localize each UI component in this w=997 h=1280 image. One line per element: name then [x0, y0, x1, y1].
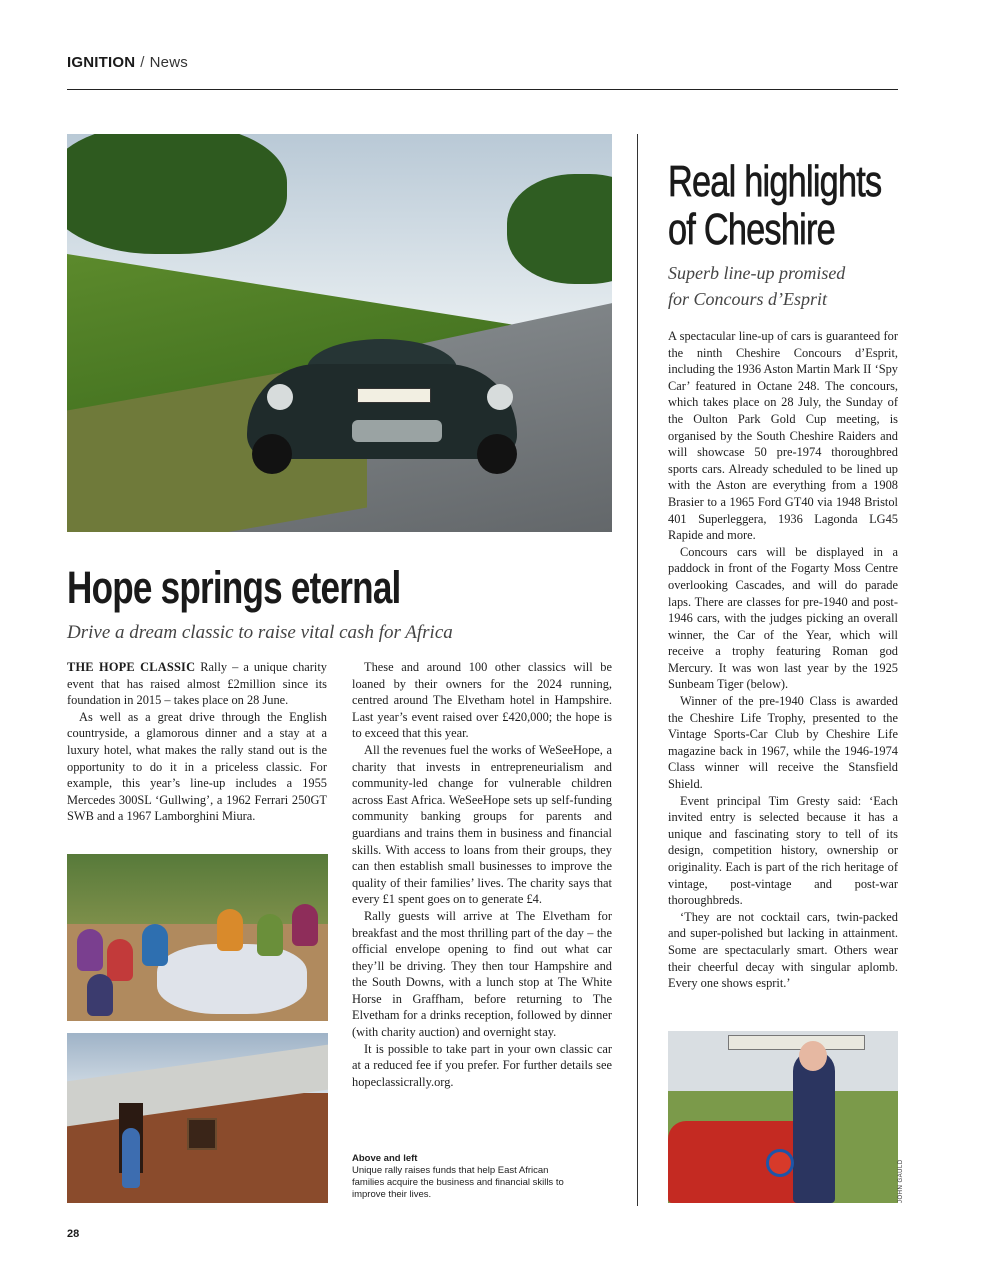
car-photo-number-plate	[357, 388, 431, 403]
page-number: 28	[67, 1228, 80, 1240]
concours-photo-man	[793, 1051, 835, 1203]
hope-headline: Hope springs eternal	[67, 562, 401, 613]
car-photo-grille	[352, 420, 442, 442]
caption-title: Above and left	[352, 1153, 418, 1164]
concours-photo	[668, 1031, 898, 1203]
cheshire-paragraph: ‘They are not cocktail cars, twin-packed and super-polished but lacking in attainment. Some are spectacularly smart. Others wear their cheerful decay with singular aplomb. Every one shows esprit.’	[668, 909, 898, 991]
column-divider	[637, 134, 638, 1206]
cheshire-standfirst	[668, 260, 845, 312]
house-photo-window	[187, 1118, 217, 1150]
hope-paragraph: All the revenues fuel the works of WeSeeHope, a charity that invests in entrepreneurialism and community-led change for vulnerable children across East Africa. WeSeeHope sets up self-funding community banking groups for parents and guardians and trains them in business and financial skills. With access to loans from their groups, they can then establish small businesses to improve the quality of their families’ lives. The charity says that every £1 spent goes on to generate £4.	[352, 742, 612, 907]
women-photo-person	[77, 929, 103, 971]
hope-paragraph: As well as a great drive through the English countryside, a glamorous dinner and a stay at a luxury hotel, what makes the rally stand out is the opportunity to do it in a priceless classic. For example, this year’s line-up includes a 1955 Mercedes 300SL ‘Gullwing’, a 1962 Ferrari 250GT SWB and a 1967 Lamborghini Miura.	[67, 709, 327, 824]
car-photo-headlight	[487, 384, 513, 410]
hope-body-column-2	[352, 659, 612, 1090]
women-photo	[67, 854, 328, 1021]
section-separator: /	[140, 54, 145, 71]
women-photo-person	[107, 939, 133, 981]
subsection-label: News	[149, 54, 188, 71]
women-photo-trees	[67, 854, 328, 924]
hope-paragraph-text: Rally – a unique charity event that has raised almost £2million since its foundation in 2015 – takes place on 28 June.	[67, 660, 327, 708]
concours-photo-rosette	[766, 1149, 794, 1177]
cheshire-standfirst-line: for Concours d’Esprit	[668, 289, 828, 309]
hope-paragraph: Rally guests will arrive at The Elvetham for breakfast and the most thrilling part of the day – the official envelope opening to find out what car they’ll be driving. They then tour Hampshire and the South Downs, with a lunch stop at The White Horse in Graffham, before returning to The Elvetham for a drinks reception, followed by dinner (with charity auction) and overnight stay.	[352, 908, 612, 1040]
photo-credit	[898, 1153, 910, 1203]
women-photo-person	[292, 904, 318, 946]
hope-standfirst: Drive a dream classic to raise vital cash for Africa	[67, 622, 453, 643]
hope-paragraph	[67, 659, 327, 709]
cheshire-paragraph: Winner of the pre-1940 Class is awarded the Cheshire Life Trophy, presented to the Vintage Sports-Car Club by Cheshire Life magazine back in 1967, while the 1946-1974 Class winner will receive the Stansfield Shield.	[668, 694, 898, 792]
cheshire-paragraph: Concours cars will be displayed in a paddock in front of the Fogarty Moss Centre overlooking Cascades, and will do parade laps. There are classes for pre-1940 and post-1946 cars, with the judges picking an overall winner, the Car of the Year, which will receive a trophy featuring Roman god Mercury. It was won last year by the 1925 Sunbeam Tiger (below).	[668, 544, 898, 692]
women-photo-person	[257, 914, 283, 956]
cheshire-paragraph: Event principal Tim Gresty said: ‘Each invited entry is selected because it has a unique and fascinating story to tell of its design, competition history, ownership or originality. Each is part of the rich heritage of vintage, post-vintage and post-war thoroughbreds.	[668, 793, 898, 908]
concours-photo-banner	[728, 1035, 865, 1050]
photo-caption	[352, 1153, 572, 1201]
car-photo-wheel	[252, 434, 292, 474]
cheshire-standfirst-line: Superb line-up promised	[668, 263, 846, 283]
car-photo-headlight	[267, 384, 293, 410]
hope-paragraph: These and around 100 other classics will be loaned by their owners for the 2024 running, centred around The Elvetham hotel in Hampshire. Last year’s event raised over £420,000; the hope is to exceed that this year.	[352, 660, 612, 741]
section-label: IGNITION	[67, 54, 136, 71]
cheshire-headline	[668, 158, 881, 254]
car-photo	[67, 134, 612, 532]
header-rule	[67, 89, 898, 90]
women-photo-person	[142, 924, 168, 966]
car-photo-tree	[67, 134, 287, 254]
cheshire-headline-line: of Cheshire	[668, 205, 835, 254]
cheshire-paragraph: A spectacular line-up of cars is guaranteed for the ninth Cheshire Concours d’Esprit, including the 1936 Aston Martin Mark II ‘Spy Car’ featured in Octane 248. The concours, which takes place on 28 July, the Sunday of the Oulton Park Gold Cup meeting, is organised by the South Cheshire Raiders and will showcase 50 pre-1974 thoroughbred sports cars. Already scheduled to be lined up with the Aston are everything from a 1908 Brasier to a 1965 Ford GT40 via 1948 Bristol 401 Superleggera, 1936 Lagonda LG45 Rapide and more.	[668, 329, 898, 543]
concours-photo-head	[799, 1041, 827, 1071]
house-photo	[67, 1033, 328, 1203]
women-photo-person	[87, 974, 113, 1016]
house-photo-person	[122, 1128, 140, 1188]
car-photo-wheel	[477, 434, 517, 474]
running-head	[67, 54, 188, 71]
hope-body-column-1	[67, 659, 327, 825]
hope-lead-in: THE HOPE CLASSIC	[67, 660, 196, 674]
cheshire-headline-line: Real highlights	[668, 157, 882, 206]
women-photo-blanket	[157, 944, 307, 1014]
photo-credit-text: JOHN GAULD	[898, 1159, 904, 1203]
women-photo-person	[217, 909, 243, 951]
cheshire-body-column	[668, 328, 898, 992]
caption-text: Unique rally raises funds that help East African families acquire the business and financial skills to improve their lives.	[352, 1165, 564, 1200]
hope-paragraph: It is possible to take part in your own classic car at a reduced fee if you prefer. For further details see hopeclassicrally.org.	[352, 1041, 612, 1089]
